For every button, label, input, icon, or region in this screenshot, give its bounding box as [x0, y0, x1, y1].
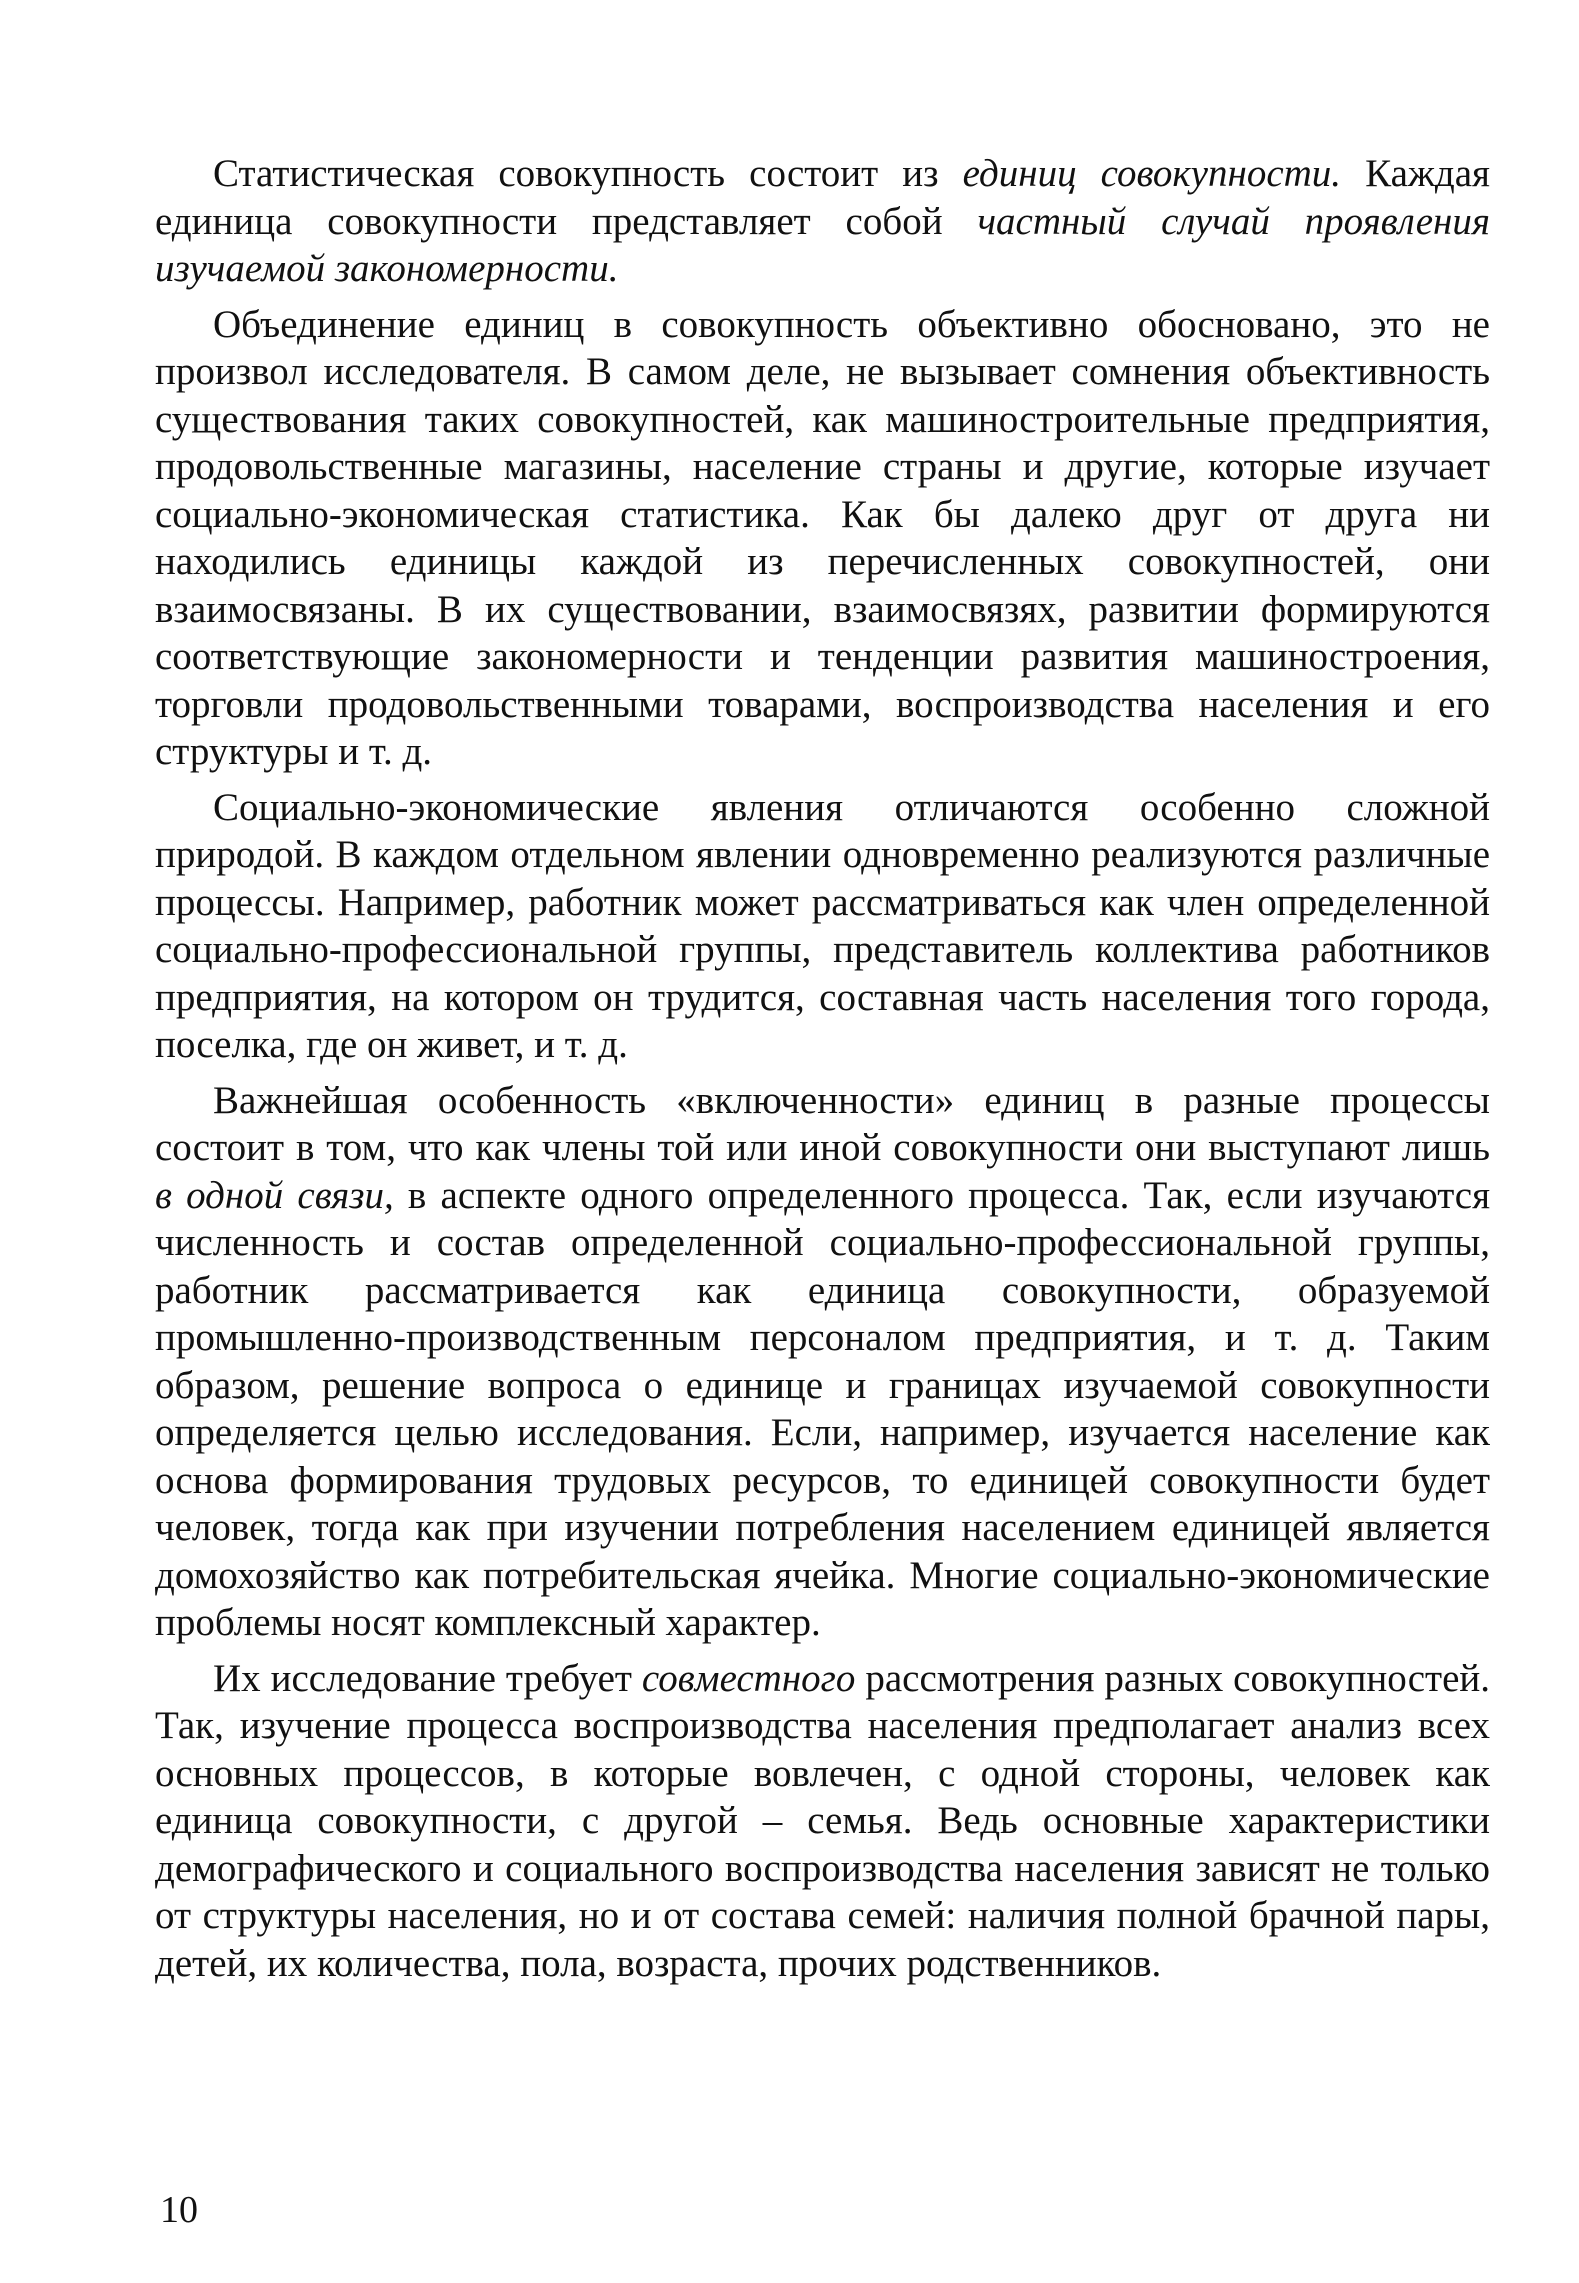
- page-number: 10: [160, 2189, 198, 2231]
- page-body: [155, 150, 1490, 1995]
- paragraph-5: [155, 1655, 1490, 1988]
- italic-run: единиц совокупности.: [962, 152, 1342, 195]
- paragraph-2: [155, 301, 1490, 776]
- text-run: Статистическая совокупность состоит из: [213, 152, 963, 195]
- text-run: рассмотрения разных совокупностей. Так, изучение процесса воспроизводства населения предполагает анализ всех основных процессов, в которые вовлечен, с одной стороны, человек как единица совокупности, с другой – семья. Ведь основные характеристики демографического и социального воспроизводства населения зависят не только от структуры населения, но и от состава семей: наличия полной брачной пары, детей, их количества, пола, возраста, прочих родственников.: [155, 1656, 1491, 1985]
- text-run: Их исследование требует: [213, 1656, 642, 1700]
- text-run: Важнейшая особенность «включенности» единиц в разные процессы состоит в том, что как члены той или иной совокупности они выступают лишь: [155, 1078, 1490, 1169]
- paragraph-4: [155, 1077, 1490, 1647]
- text-run: Каждая единица совокупности представляет собой: [155, 152, 1490, 243]
- italic-run: совместного: [641, 1656, 856, 1700]
- paragraph-1: [155, 150, 1490, 293]
- italic-run: частный случай проявления изучаемой закономерности.: [155, 199, 1490, 290]
- text-run: в аспекте одного определенного процесса. Так, если изучаются численность и состав определенной социально-профессиональной группы, работник рассматривается как единица совокупности, образуемой промышленно-производственным персоналом предприятия, и т. д. Таким образом, решение вопроса о единице и границах изучаемой совокупности определяется целью исследования. Если, например, изучается население как основа формирования трудовых ресурсов, то единицей совокупности будет человек, тогда как при изучении потребления населением единицей является домохозяйство как потребительская ячейка. Многие социально-экономические проблемы носят комплексный характер.: [155, 1173, 1491, 1644]
- paragraph-3: [155, 784, 1490, 1069]
- text-run: Объединение единиц в совокупность объективно обосновано, это не произвол исследователя. В самом деле, не вызывает сомнения объективность существования таких совокупностей, как машиностроительные предприятия, продовольственные магазины, население страны и другие, которые изучает социально-экономическая статистика. Как бы далеко друг от друга ни находились единицы каждой из перечисленных совокупностей, они взаимосвязаны. В их существовании, взаимосвязях, развитии формируются соответствующие закономерности и тенденции развития машиностроения, торговли продовольственными товарами, воспроизводства населения и его структуры и т. д.: [155, 302, 1490, 773]
- italic-run: в одной связи,: [155, 1173, 394, 1217]
- text-run: Социально-экономические явления отличаются особенно сложной природой. В каждом отдельном явлении одновременно реализуются различные процессы. Например, работник может рассматриваться как член определенной социально-профессиональной группы, представитель коллектива работников предприятия, на котором он трудится, составная часть населения того города, поселка, где он живет, и т. д.: [155, 785, 1490, 1066]
